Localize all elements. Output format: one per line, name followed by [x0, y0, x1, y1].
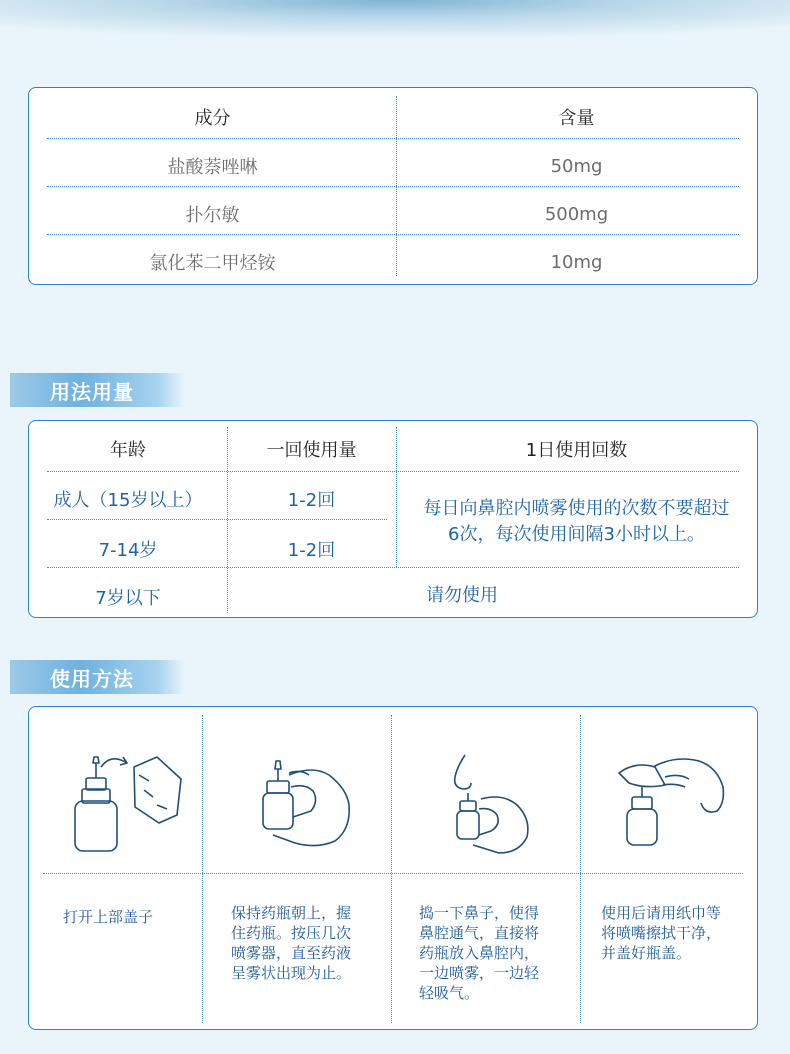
step-text-line: 并盖好瓶盖。: [601, 944, 692, 962]
step-1-text: [63, 907, 197, 927]
header-single-dose: 一回使用量: [266, 440, 357, 461]
dose-child: 1-2回: [287, 540, 336, 561]
age-under-7: 7岁以下: [95, 588, 161, 609]
row-divider: [47, 186, 739, 187]
step-text-line: 轻吸气。: [419, 984, 480, 1002]
column-divider: [202, 715, 203, 1023]
wipe-nozzle-icon: [605, 745, 755, 865]
step-text-line: 捣一下鼻子，使得: [419, 904, 540, 922]
row-divider: [47, 234, 739, 235]
header-amount: 含量: [558, 108, 595, 129]
step-3-text: [419, 903, 574, 1003]
section-title-usage: 使用方法: [10, 660, 184, 694]
row-divider: [43, 873, 743, 874]
open-cap-icon: [49, 745, 199, 865]
section-title-dosage: 用法用量: [10, 373, 184, 407]
step-text-line: 药瓶放入鼻腔内，: [419, 944, 540, 962]
frequency-line-1: 每日向鼻腔内喷雾使用的次数不要超过: [423, 498, 730, 519]
step-text-line: 保持药瓶朝上，握: [231, 904, 352, 922]
frequency-note: [396, 477, 757, 567]
top-shade: [0, 0, 790, 40]
hold-bottle-icon: [229, 745, 379, 865]
step-text-line: 喷雾器，直至药液: [231, 944, 352, 962]
spray-nose-icon: [421, 745, 571, 865]
step-text-line: 将喷嘴擦拭干净，: [601, 924, 722, 942]
row-divider: [47, 519, 387, 520]
frequency-line-2: 6次，每次使用间隔3小时以上。: [448, 524, 705, 545]
row-divider: [47, 567, 739, 568]
step-text-line: 呈雾状出现为止。: [231, 964, 352, 982]
dose-adult: 1-2回: [287, 490, 336, 511]
step-2-text: [231, 903, 383, 983]
header-daily-times: 1日使用回数: [525, 440, 628, 461]
age-child: 7-14岁: [98, 540, 158, 561]
ingredient-amount: 500mg: [544, 203, 609, 225]
ingredient-name: 盐酸萘唑啉: [167, 157, 258, 178]
under-7-note: 请勿使用: [426, 585, 498, 606]
step-text-line: 一边喷雾，一边轻: [419, 964, 540, 982]
ingredient-name: 氯化苯二甲烃铵: [149, 253, 276, 274]
dosage-table: [28, 420, 758, 618]
header-age: 年龄: [110, 440, 146, 461]
ingredient-name: 扑尔敏: [185, 205, 240, 226]
header-ingredient: 成分: [194, 108, 231, 129]
ingredient-amount: 50mg: [550, 155, 603, 177]
column-divider: [391, 715, 392, 1023]
usage-steps: [28, 706, 758, 1030]
row-divider: [47, 471, 739, 472]
step-4-text: [601, 903, 753, 963]
column-divider: [580, 715, 581, 1023]
step-text-line: 使用后请用纸巾等: [601, 904, 722, 922]
age-adult: 成人（15岁以上）: [53, 490, 203, 511]
step-text-line: 鼻腔通气，直接将: [419, 924, 540, 942]
step-text-line: 打开上部盖子: [63, 908, 154, 926]
ingredients-table: [28, 87, 758, 285]
row-divider: [47, 138, 739, 139]
step-text-line: 住药瓶。按压几次: [231, 924, 352, 942]
ingredient-amount: 10mg: [550, 251, 603, 273]
